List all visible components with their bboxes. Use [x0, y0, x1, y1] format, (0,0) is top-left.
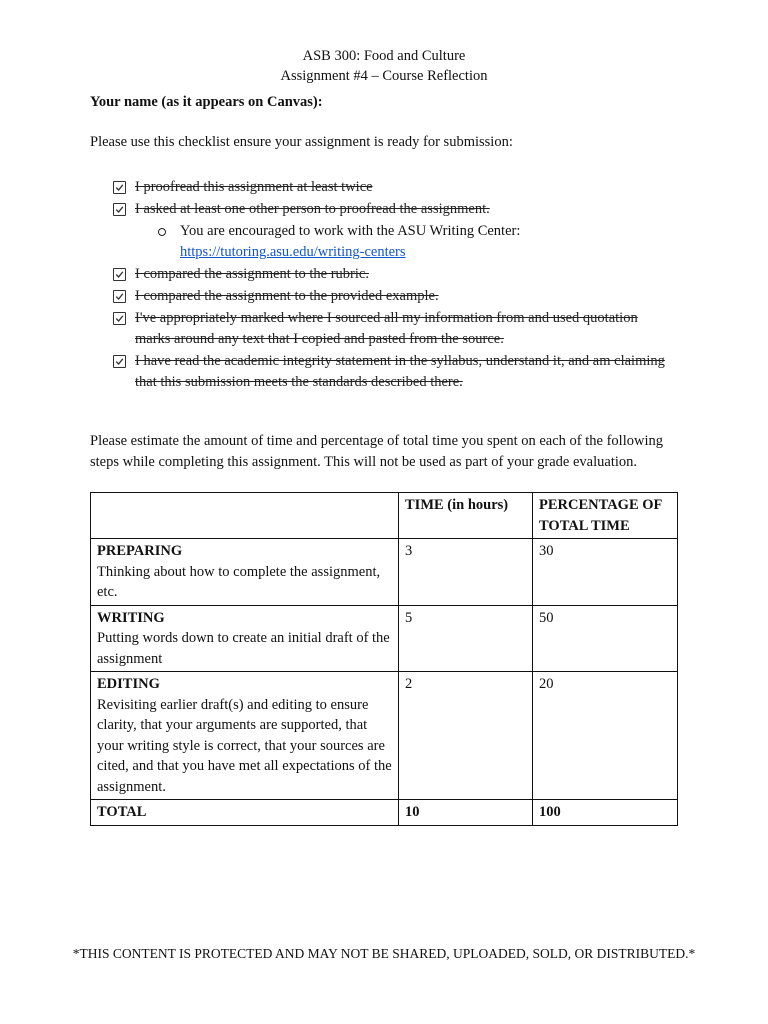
- total-percentage-cell[interactable]: 100: [533, 800, 678, 826]
- time-estimate-intro: Please estimate the amount of time and percentage of total time you spent on each of the following steps while completing this assignment. This will not be used as part of your grade evaluation.: [90, 433, 663, 470]
- checklist-item-label: I asked at least one other person to proofread the assignment.: [135, 201, 490, 217]
- total-time-cell[interactable]: 10: [399, 800, 533, 826]
- hollow-bullet-icon: [158, 228, 166, 236]
- checked-box-icon[interactable]: [113, 312, 126, 325]
- checklist-item[interactable]: [113, 308, 673, 350]
- checklist-item[interactable]: [113, 351, 673, 393]
- step-title: PREPARING: [97, 543, 183, 559]
- table-row: [91, 539, 678, 606]
- total-label: TOTAL: [91, 800, 399, 826]
- checklist-item-label: I have read the academic integrity statement in the syllabus, understand it, and am claiming that this submission meets the standards described there.: [135, 353, 665, 390]
- checked-box-icon[interactable]: [113, 290, 126, 303]
- checked-box-icon[interactable]: [113, 181, 126, 194]
- checklist-item-label: I proofread this assignment at least twice: [135, 179, 373, 195]
- time-cell[interactable]: 5: [399, 605, 533, 672]
- checklist-item[interactable]: [113, 199, 673, 220]
- step-title: EDITING: [97, 676, 160, 692]
- checklist-item[interactable]: [113, 177, 673, 198]
- checklist-item-label: I've appropriately marked where I sourced all my information from and used quotation marks around any text that I copied and pasted from the source.: [135, 310, 638, 347]
- percentage-cell[interactable]: 50: [533, 605, 678, 672]
- step-cell: [91, 672, 399, 800]
- step-cell: [91, 605, 399, 672]
- checklist-item[interactable]: [113, 264, 673, 285]
- checked-box-icon[interactable]: [113, 268, 126, 281]
- checklist-intro: Please use this checklist ensure your assignment is ready for submission:: [90, 134, 513, 150]
- writing-center-text: You are encouraged to work with the ASU Writing Center:: [180, 223, 521, 239]
- table-row: [91, 672, 678, 800]
- table-header-cell: TIME (in hours): [399, 493, 533, 539]
- document-header: [0, 46, 768, 86]
- assignment-title: Assignment #4 – Course Reflection: [280, 68, 488, 84]
- checklist-item-label: I compared the assignment to the provided example.: [135, 288, 439, 304]
- name-prompt: Your name (as it appears on Canvas):: [90, 94, 323, 110]
- checklist-item-label: I compared the assignment to the rubric.: [135, 266, 369, 282]
- writing-center-link[interactable]: https://tutoring.asu.edu/writing-centers: [180, 244, 406, 260]
- percentage-cell[interactable]: 20: [533, 672, 678, 800]
- submission-checklist: [113, 177, 673, 394]
- percentage-cell[interactable]: 30: [533, 539, 678, 606]
- step-description: Thinking about how to complete the assignment, etc.: [97, 563, 381, 600]
- checklist-item[interactable]: [113, 286, 673, 307]
- table-header-row: [91, 493, 678, 539]
- step-title: WRITING: [97, 609, 165, 626]
- step-cell: [91, 539, 399, 606]
- time-cell[interactable]: 2: [399, 672, 533, 800]
- table-total-row: [91, 800, 678, 826]
- step-description: Putting words down to create an initial draft of the assignment: [97, 630, 390, 667]
- course-title: ASB 300: Food and Culture: [302, 48, 466, 64]
- time-estimate-table: [90, 492, 678, 826]
- table-row: [91, 605, 678, 672]
- checked-box-icon[interactable]: [113, 203, 126, 216]
- table-header-cell: [91, 493, 399, 539]
- writing-center-note: [113, 221, 673, 263]
- copyright-notice: *THIS CONTENT IS PROTECTED AND MAY NOT BE SHARED, UPLOADED, SOLD, OR DISTRIBUTED.*: [72, 946, 696, 961]
- checked-box-icon[interactable]: [113, 355, 126, 368]
- time-cell[interactable]: 3: [399, 539, 533, 606]
- step-description: Revisiting earlier draft(s) and editing to ensure clarity, that your arguments are supported, that your writing style is correct, that your sources are cited, and that you have met all expectations of the assignment.: [97, 696, 392, 795]
- table-header-cell: PERCENTAGE OF TOTAL TIME: [533, 493, 678, 539]
